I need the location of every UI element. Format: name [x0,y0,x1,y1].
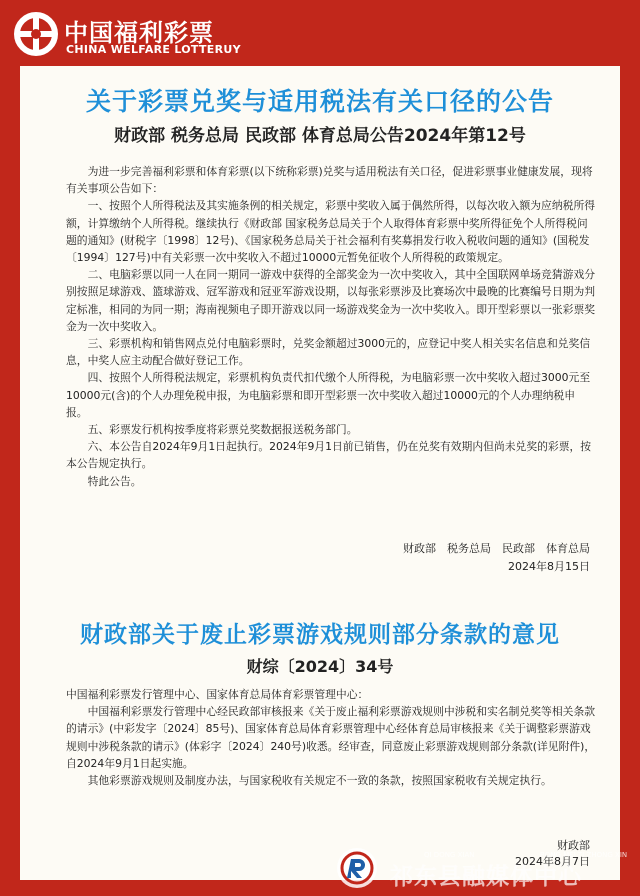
notice1-paragraph: 特此公告。 [87,474,142,488]
logo-chinese-text: 中国福利彩票 [64,19,214,47]
notice2-paragraph: 中国福利彩票发行管理中心经民政部审核报来《关于废止福利彩票游戏规则中涉税和实名制兑奖等相关条款的请示》(中彩发字〔2024〕85号)、国家体育总局体育彩票管理中心经体育总局审核报来《关于调整彩票游戏规则中涉税条款的请示》(体彩字〔2024〕240号)收悉。经审查，同意废止彩票游戏规则部分条款(详见附件)，自2024年9月1日起实施。 [66,705,596,770]
notice1-paragraph: 四、按照个人所得税法规定，彩票机构负责代扣代缴个人所得税，为电脑彩票一次中奖收入超过3000元至10000元(含)的个人办理免税申报，为电脑彩票和即开型彩票一次中奖收入超过10000元的个人办理纳税申报。 [66,371,591,419]
notice2-paragraph: 其他彩票游戏规则及制度办法，与国家税收有关规定不一致的条款，按照国家税收有关规定执行。 [87,774,552,788]
notice1-subtitle: 财政部 税务总局 民政部 体育总局公告2024年第12号 [114,126,526,146]
notice2-subtitle: 财综〔2024〕34号 [246,657,394,676]
media-center-logo-icon [335,846,379,890]
notice1-paragraph: 三、彩票机构和销售网点兑付电脑彩票时，兑奖金额超过3000元的，应登记中奖人相关实名信息和兑奖信息，中奖人应主动配合做好登记工作。 [66,337,591,368]
notice1-paragraph: 为进一步完善福利彩票和体育彩票(以下统称彩票)兑奖与适用税法有关口径，促进彩票事业健康发展，现将有关事项公告如下： [66,165,593,196]
notice1-paragraph: 一、按照个人所得税法及其实施条例的相关规定，彩票中奖收入属于偶然所得，以每次收入额为应纳税所得额，计算缴纳个人所得税。继续执行《财政部 国家税务总局关于个人取得体育彩票中奖所得征免个人所得税问题的通知》(财税字〔1998〕12号)、《国家税务总局关于社会福利有奖募捐发行收入税收问题的通知》(国税发〔1994〕127号)中有关彩票一次中奖收入不超过10000元暂免征收个人所得税的政策规定。 [66,199,596,265]
notice2-title: 财政部关于废止彩票游戏规则部分条款的意见 [80,622,560,648]
notice2-date: 2024年8月7日 [515,855,590,868]
notice-panel [20,66,620,880]
notice2-body [66,686,596,789]
watermark-pinyin-left: QI DONG XIAN [424,851,475,859]
logo-english-text: CHINA WELFARE LOTTERUY [66,43,241,56]
notice1-body [66,163,596,490]
notice1-title: 关于彩票兑奖与适用税法有关口径的公告 [85,87,554,116]
notice1-paragraph: 五、彩票发行机构按季度将彩票兑奖数据报送税务部门。 [87,423,358,437]
notice1-date: 2024年8月15日 [508,559,590,573]
notice2-signatory: 财政部 [557,839,590,852]
lottery-logo-icon [14,12,58,56]
notice1-signature [20,540,590,575]
notice1-signatories: 财政部 税务总局 民政部 体育总局 [403,542,590,555]
notice2-addressee: 中国福利彩票发行管理中心、国家体育总局体育彩票管理中心： [66,688,369,701]
notice1-paragraph: 六、本公告自2024年9月1日起执行。2024年9月1日前已销售，仍在兑奖有效期内但尚未兑奖的彩票，按本公告规定执行。 [66,440,592,471]
watermark-text: 祁东县融媒体中心 [390,864,582,890]
notice1-paragraph: 二、电脑彩票以同一人在同一期同一游戏中获得的全部奖金为一次中奖收入，其中全国联网单场竞猜游戏分别按照足球游戏、篮球游戏、冠军游戏和冠亚军游戏设期，以每张彩票涉及比赛场次中最晚的比赛编号日期为判定标准，相同的为同一期；海南视频电子即开游戏以同一场游戏奖金为一次中奖收入。即开型彩票以一张彩票奖金为一次中奖收入。 [66,268,596,333]
header [0,0,640,66]
watermark-pinyin-right: RONG MEI TI ZHONG XIN [540,851,628,859]
